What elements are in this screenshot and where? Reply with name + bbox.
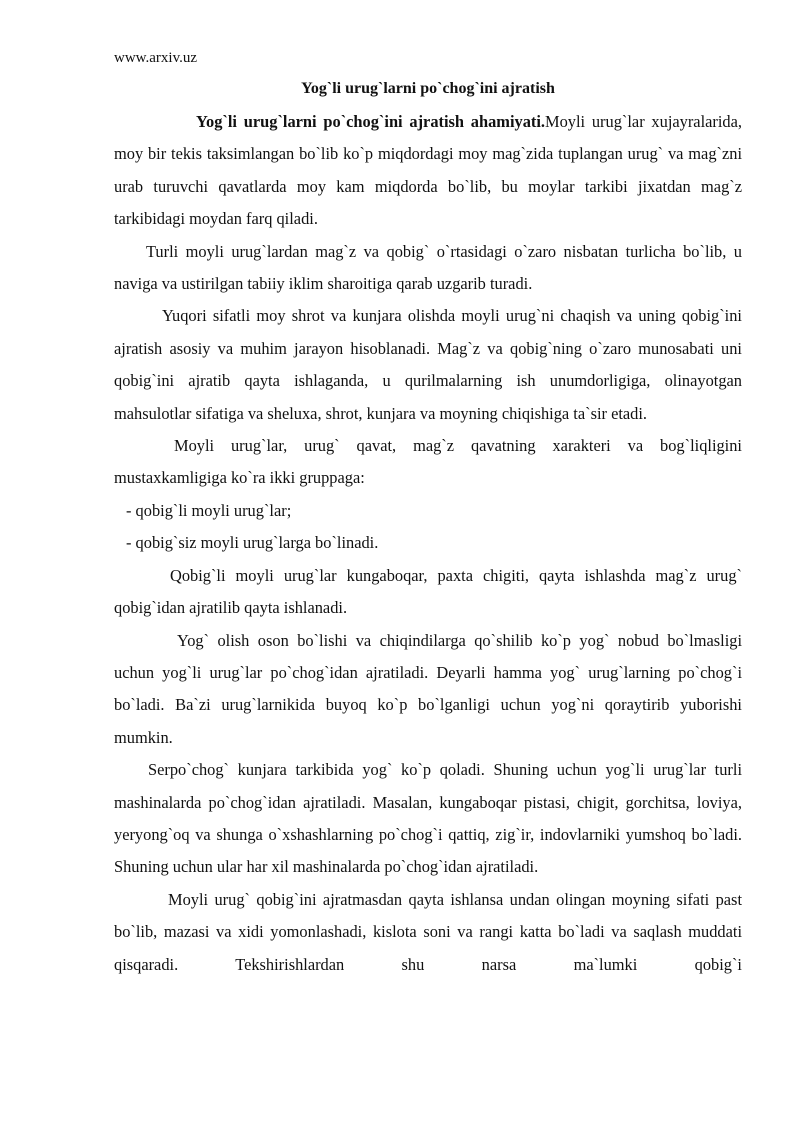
paragraph-1-heading: Yog`li urug`larni po`chog`ini ajratish ahamiyati. [196, 112, 546, 131]
list-item-2: - qobig`siz moyli urug`larga bo`linadi. [126, 533, 379, 553]
paragraph-3: Yuqori sifatli moy shrot va kunjara olishda moyli urug`ni chaqish va uning qobig`ini ajratish asosiy va muhim jarayon hisoblanadi. Mag`z va qobig`ning o`zaro munosabati uni qobig`ini ajratib qayta ishlaganda, u qurilmalarning ish unumdorligiga, olinayotgan mahsulotlar sifatiga va sheluxa, shrot, kunjara va moyning chiqishiga ta`sir etadi. [114, 306, 742, 423]
list-item-1: - qobig`li moyli urug`lar; [126, 500, 292, 520]
document-body [114, 106, 742, 981]
site-url: www.arxiv.uz [114, 50, 198, 66]
paragraph-4: Moyli urug`lar, urug` qavat, mag`z qavatning xarakteri va bog`liqligini mustaxkamligiga ko`ra ikki gruppaga: [114, 436, 742, 488]
paragraph-8: Moyli urug` qobig`ini ajratmasdan qayta ishlansa undan olingan moyning sifati past bo`lib, mazasi va xidi yomonlashadi, kislota soni va rangi katta bo`ladi va saqlash muddati qisqaradi. Tekshirishlardan shu narsa ma`lumki qobig`i [114, 889, 742, 974]
paragraph-2: Turli moyli urug`lardan mag`z va qobig` o`rtasidagi o`zaro nisbatan turlicha bo`lib, u naviga va ustirilgan tabiiy iklim sharoitiga qarab uzgarib turadi. [114, 241, 742, 294]
paragraph-1-text: Moyli urug`lar xujayralarida, moy bir tekis taksimlangan bo`lib ko`p miqdordagi moy mag`zida tuplangan urug` va mag`zni urab turuvchi qavatlarda moy kam miqdorda bo`lib, bu moylar tarkibi jixatdan mag`z tarkibidagi moydan farq qiladi. [114, 112, 742, 229]
paragraph-7: Serpo`chog` kunjara tarkibida yog` ko`p qoladi. Shuning uchun yog`li urug`lar turli mashinalarda po`chog`idan ajratiladi. Masalan, kungaboqar pistasi, chigit, gorchitsa, loviya, yeryong`oq va shunga o`xshashlarning po`chog`i qattiq, zig`ir, indovlarniki yumshoq bo`ladi. Shuning uchun ular har xil mashinalarda po`chog`idan ajratiladi. [114, 760, 742, 877]
paragraph-5: Qobig`li moyli urug`lar kungaboqar, paxta chigiti, qayta ishlashda mag`z urug` qobig`idan ajratilib qayta ishlanadi. [114, 565, 742, 618]
paragraph-6: Yog` olish oson bo`lishi va chiqindilarga qo`shilib ko`p yog` nobud bo`lmasligi uchun yog`li urug`lar po`chog`idan ajratiladi. Deyarli hamma yog` urug`larning po`chog`i bo`ladi. Ba`zi urug`larnikida buyoq ko`p bo`lganligi uchun yog`ni qoraytirib yuborishi mumkin. [114, 630, 742, 747]
page-title: Yog`li urug`larni po`chog`ini ajratish [301, 80, 555, 97]
paragraph-1 [114, 106, 742, 236]
